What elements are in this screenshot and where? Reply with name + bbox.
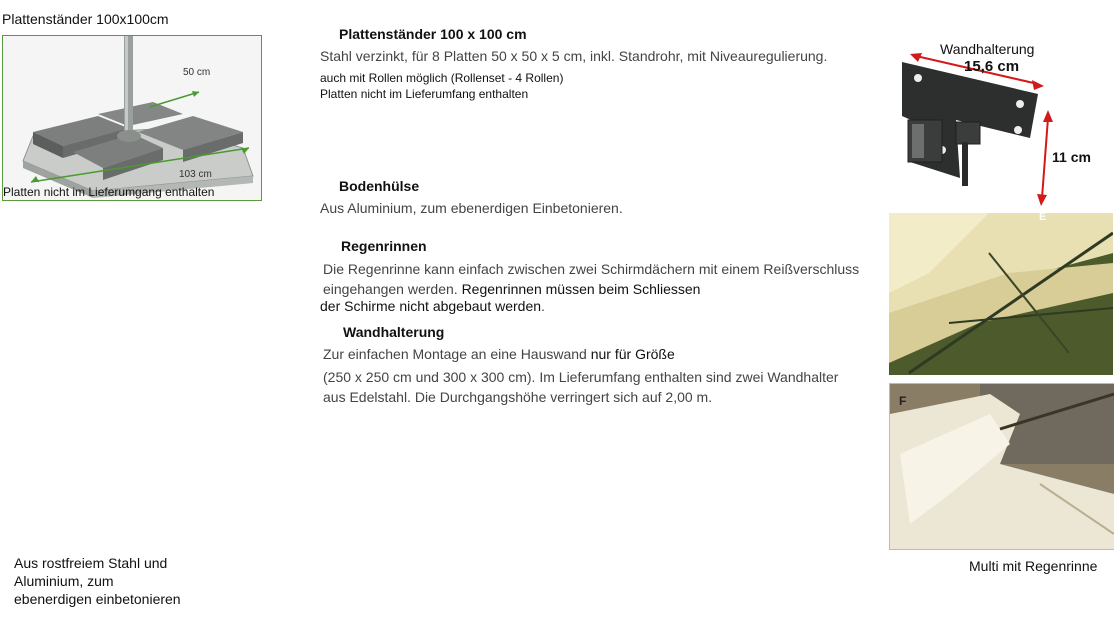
wall-width-label: 15,6 cm [964,58,1020,75]
bottom-note-line: ebenerdigen einbetonieren [14,591,181,607]
gutter-zipper-photo [890,384,1114,549]
wall-mount-title: Wandhalterung [940,41,1035,57]
photo-letter-e: E [1039,213,1047,223]
dim-top-label: 50 cm [183,67,211,78]
regenrinnen-line3-end: . [541,298,545,314]
bottom-note-line: Aluminium, zum [14,573,114,589]
regenrinnen-line3 [320,298,545,314]
heading-bodenhuelse: Bodenhülse [339,178,420,194]
stand-title: Plattenständer 100x100cm [2,11,169,27]
regenrinnen-line2a: eingehangen werden. [323,281,462,297]
right-caption: Multi mit Regenrinne [969,558,1098,574]
bottom-note [14,554,181,608]
umbrella-photo-e [889,213,1113,375]
wandhalterung-line1 [323,346,675,362]
heading-wandhalterung: Wandhalterung [343,324,445,340]
umbrella-canopy-photo [889,213,1113,375]
stand-caption: Platten nicht im Lieferumgang enthalten [3,185,215,199]
base-plate-illustration [3,36,261,200]
dim-bottom-label: 103 cm [179,169,212,180]
regenrinnen-line2 [323,281,700,297]
wandhalterung-line2: (250 x 250 cm und 300 x 300 cm). Im Lieferumfang enthalten sind zwei Wandhalter [323,369,839,385]
plattenstaender-line1: Stahl verzinkt, für 8 Platten 50 x 50 x 5 cm, inkl. Standrohr, mit Niveauregulierung. [320,48,828,64]
stand-image [2,35,262,201]
wandhalterung-line1b: nur für Größe [590,346,675,362]
wall-mount-image [890,38,1105,210]
plattenstaender-line2: auch mit Rollen möglich (Rollenset - 4 Rollen) [320,71,564,85]
heading-plattenstaender: Plattenständer 100 x 100 cm [339,26,527,42]
heading-regenrinnen: Regenrinnen [341,238,427,254]
wall-height-label: 11 cm [1052,149,1091,165]
wandhalterung-line1a: Zur einfachen Montage an eine Hauswand [323,346,591,362]
bodenhuelse-line1: Aus Aluminium, zum ebenerdigen Einbetonieren. [320,200,623,216]
umbrella-photo-f [889,383,1114,550]
regenrinnen-line3-text: der Schirme nicht abgebaut werden [320,298,542,314]
photo-letter-f: F [899,394,907,408]
bottom-note-line: Aus rostfreiem Stahl und [14,555,168,571]
wandhalterung-line3: aus Edelstahl. Die Durchgangshöhe verringert sich auf 2,00 m. [323,389,713,405]
plattenstaender-line3: Platten nicht im Lieferumfang enthalten [320,87,529,101]
regenrinnen-line1: Die Regenrinne kann einfach zwischen zwei Schirmdächern mit einem Reißverschluss [323,261,860,277]
regenrinnen-line2b: Regenrinnen müssen beim Schliessen [461,281,701,297]
